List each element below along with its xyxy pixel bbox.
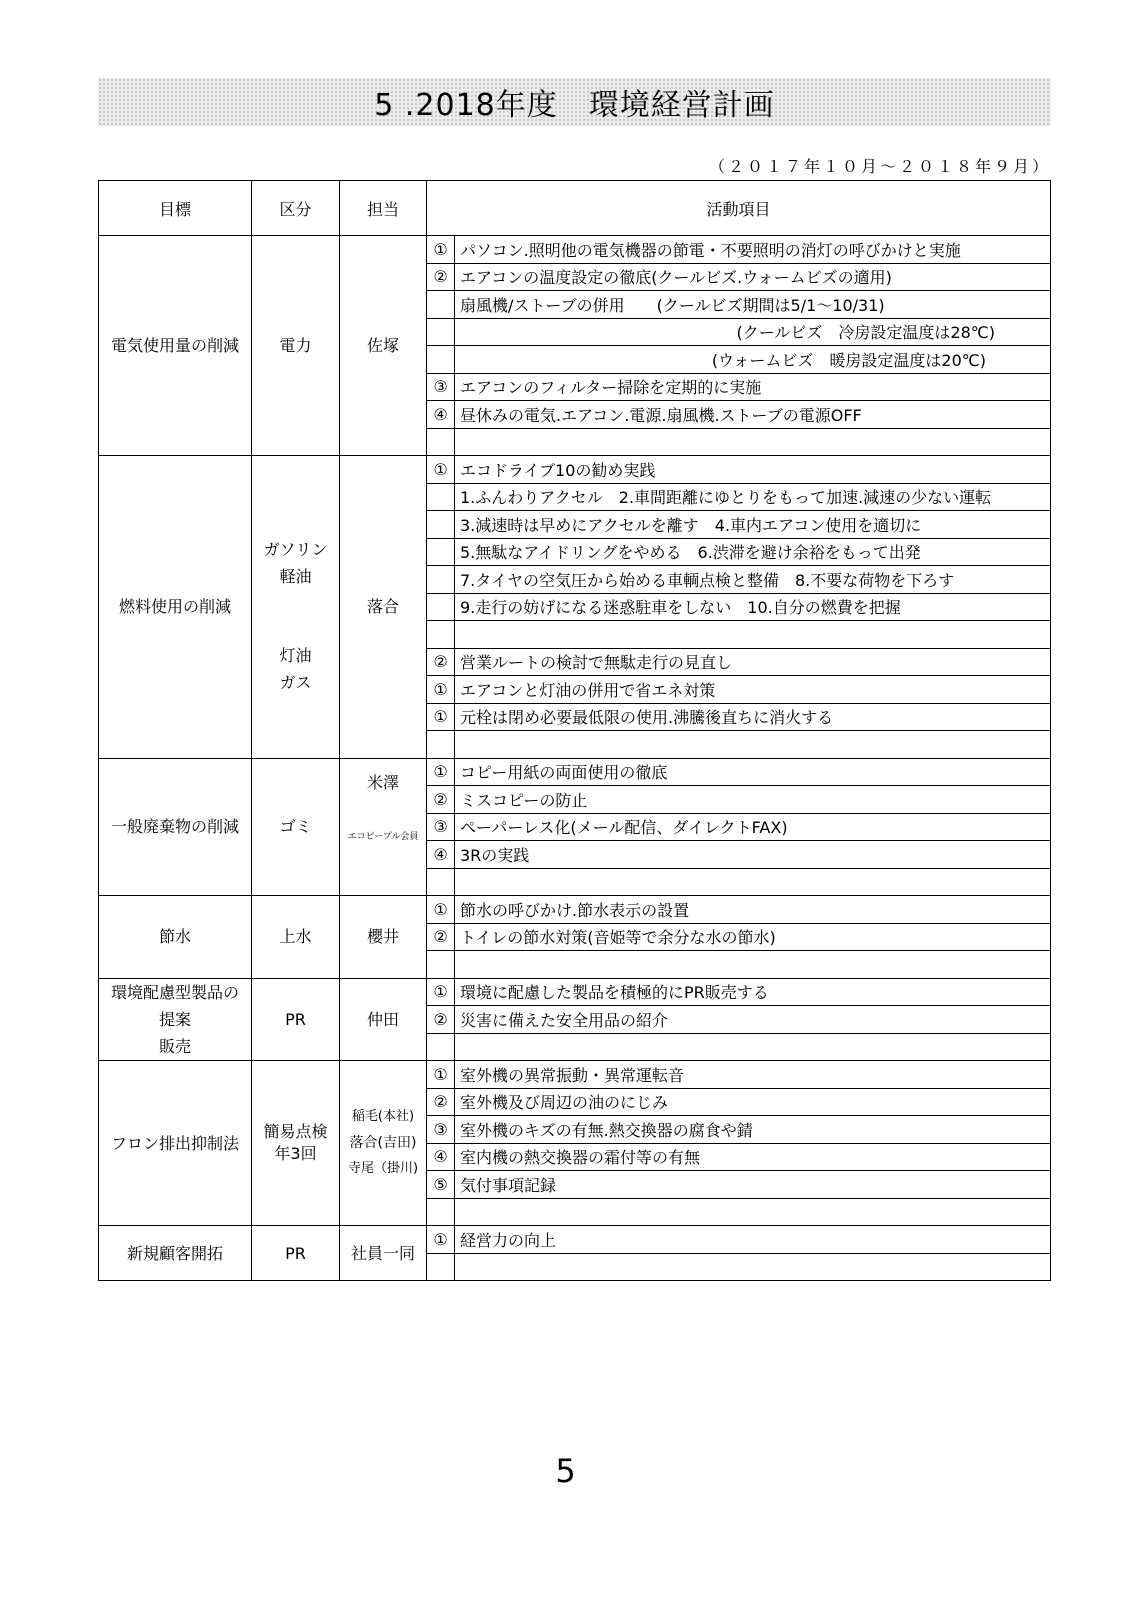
goal-cell: 新規顧客開拓 — [99, 1226, 252, 1281]
category-spacer — [252, 590, 339, 642]
category-diesel: 軽油 — [279, 567, 312, 586]
activity-text: 3.減速時は早めにアクセルを離す 4.車内エアコン使用を適切に — [455, 511, 1051, 539]
activity-text: ペーパーレス化(メール配信、ダイレクトFAX) — [455, 813, 1051, 841]
item-number: ④ — [427, 1143, 455, 1171]
table-row — [99, 236, 1051, 264]
activity-text: パソコン.照明他の電気機器の節電・不要照明の消灯の呼びかけと実施 — [455, 236, 1051, 264]
goal-cell — [99, 978, 252, 1061]
item-number: ② — [427, 648, 455, 676]
activity-text: エアコンと灯油の併用で省エネ対策 — [455, 676, 1051, 704]
activity-text: コピー用紙の両面使用の徹底 — [455, 758, 1051, 786]
table-row — [99, 896, 1051, 924]
owner-cell: 仲田 — [340, 978, 427, 1061]
item-number — [427, 511, 455, 539]
item-number — [427, 731, 455, 759]
item-number: ① — [427, 758, 455, 786]
goal-cell: 燃料使用の削減 — [99, 456, 252, 759]
category-line: 年3回 — [274, 1144, 317, 1163]
item-number: ④ — [427, 841, 455, 869]
goal-cell: 節水 — [99, 896, 252, 979]
title-banner — [98, 78, 1051, 126]
activity-text — [455, 1253, 1051, 1281]
owner-cell: 佐塚 — [340, 236, 427, 456]
item-number — [427, 1033, 455, 1061]
item-number — [427, 318, 455, 346]
item-number: ② — [427, 923, 455, 951]
activity-text — [455, 621, 1051, 649]
item-number — [427, 951, 455, 979]
owner-cell: 社員一同 — [340, 1226, 427, 1281]
table-header — [99, 181, 1051, 236]
category-cell: PR — [252, 1226, 340, 1281]
item-number — [427, 621, 455, 649]
activity-text: 元栓は閉め必要最低限の使用.沸騰後直ちに消火する — [455, 703, 1051, 731]
activity-text: 経営力の向上 — [455, 1226, 1051, 1254]
item-number: ① — [427, 456, 455, 484]
goal-cell: 電気使用量の削減 — [99, 236, 252, 456]
owner-name: 米澤 — [366, 772, 399, 792]
owner-line: 稲毛(本社) — [351, 1109, 415, 1124]
owner-line: 落合(吉田) — [349, 1135, 417, 1151]
item-number: ② — [427, 263, 455, 291]
header-category: 区分 — [252, 181, 340, 236]
header-activity: 活動項目 — [427, 181, 1051, 236]
activity-text: 気付事項記録 — [455, 1171, 1051, 1199]
activity-text: 室内機の熱交換器の霜付等の有無 — [455, 1143, 1051, 1171]
category-cell: ゴミ — [252, 758, 340, 896]
activity-text: 室外機の異常振動・異常運転音 — [455, 1061, 1051, 1089]
page-title: 5 .2018年度 環境経営計画 — [374, 88, 775, 123]
activity-text: エアコンのフィルター掃除を定期的に実施 — [455, 373, 1051, 401]
item-number: ② — [427, 1006, 455, 1034]
item-number: ② — [427, 786, 455, 814]
category-cell — [252, 456, 340, 759]
activity-text: (ウォームビズ 暖房設定温度は20℃) — [455, 346, 1051, 374]
owner-cell — [340, 758, 427, 896]
activity-text: 室外機及び周辺の油のにじみ — [455, 1088, 1051, 1116]
item-number — [427, 593, 455, 621]
category-gas: ガス — [279, 673, 312, 692]
item-number — [427, 291, 455, 319]
item-number: ① — [427, 236, 455, 264]
header-goal: 目標 — [99, 181, 252, 236]
category-cell: PR — [252, 978, 340, 1061]
category-cell — [252, 1061, 340, 1226]
item-number — [427, 1253, 455, 1281]
activity-text: 3Rの実践 — [455, 841, 1051, 869]
item-number — [427, 538, 455, 566]
activity-text: 室外機のキズの有無.熱交換器の腐食や錆 — [455, 1116, 1051, 1144]
activity-text: トイレの節水対策(音姫等で余分な水の節水) — [455, 923, 1051, 951]
item-number: ② — [427, 1088, 455, 1116]
item-number — [427, 1198, 455, 1226]
category-cell: 電力 — [252, 236, 340, 456]
owner-cell: 落合 — [340, 456, 427, 759]
item-number: ③ — [427, 373, 455, 401]
item-number: ① — [427, 1061, 455, 1089]
goal-cell: フロン排出抑制法 — [99, 1061, 252, 1226]
activity-text — [455, 428, 1051, 456]
owner-note: エコピープル会員 — [347, 831, 419, 842]
item-number: ③ — [427, 813, 455, 841]
item-number — [427, 566, 455, 594]
item-number: ① — [427, 978, 455, 1006]
goal-line: 販売 — [158, 1036, 191, 1056]
plan-table — [98, 180, 1051, 1281]
activity-text: ミスコピーの防止 — [455, 786, 1051, 814]
item-number: ① — [427, 1226, 455, 1254]
goal-cell: 一般廃棄物の削減 — [99, 758, 252, 896]
activity-text — [455, 731, 1051, 759]
owner-cell — [340, 1061, 427, 1226]
goal-line: 環境配慮型製品の — [110, 982, 239, 1002]
activity-text: 7.タイヤの空気圧から始める車輌点検と整備 8.不要な荷物を下ろす — [455, 566, 1051, 594]
item-number: ① — [427, 676, 455, 704]
goal-line: 提案 — [158, 1009, 191, 1029]
item-number: ⑤ — [427, 1171, 455, 1199]
activity-text: 災害に備えた安全用品の紹介 — [455, 1006, 1051, 1034]
activity-text: 1.ふんわりアクセル 2.車間距離にゆとりをもって加速.減速の少ない運転 — [455, 483, 1051, 511]
activity-text — [455, 1033, 1051, 1061]
owner-line: 寺尾（掛川) — [347, 1161, 419, 1176]
item-number — [427, 346, 455, 374]
activity-text — [455, 951, 1051, 979]
activity-text: 昼休みの電気.エアコン.電源.扇風機.ストーブの電源OFF — [455, 401, 1051, 429]
item-number — [427, 483, 455, 511]
category-cell: 上水 — [252, 896, 340, 979]
category-kerosene: 灯油 — [279, 646, 312, 665]
item-number — [427, 868, 455, 896]
activity-text: (クールビズ 冷房設定温度は28℃) — [455, 318, 1051, 346]
activity-text: エコドライブ10の勧め実践 — [455, 456, 1051, 484]
header-owner: 担当 — [340, 181, 427, 236]
category-gasoline: ガソリン — [263, 540, 328, 559]
table-row — [99, 978, 1051, 1006]
activity-text: 扇風機/ストーブの併用 (クールビズ期間は5/1～10/31) — [455, 291, 1051, 319]
table-row — [99, 758, 1051, 786]
item-number: ③ — [427, 1116, 455, 1144]
activity-text: 5.無駄なアイドリングをやめる 6.渋滞を避け余裕をもって出発 — [455, 538, 1051, 566]
activity-text: 節水の呼びかけ.節水表示の設置 — [455, 896, 1051, 924]
table-row — [99, 1061, 1051, 1089]
period-label: （２０１７年１０月～２０１８年９月） — [708, 157, 1051, 176]
activity-text: 9.走行の妨げになる迷惑駐車をしない 10.自分の燃費を把握 — [455, 593, 1051, 621]
table-row — [99, 456, 1051, 484]
activity-text: エアコンの温度設定の徹底(クールビズ.ウォームビズの適用) — [455, 263, 1051, 291]
activity-text — [455, 1198, 1051, 1226]
owner-cell: 櫻井 — [340, 896, 427, 979]
item-number: ④ — [427, 401, 455, 429]
activity-text: 営業ルートの検討で無駄走行の見直し — [455, 648, 1051, 676]
item-number — [427, 428, 455, 456]
activity-text — [455, 868, 1051, 896]
category-line: 簡易点検 — [263, 1122, 328, 1141]
item-number: ① — [427, 896, 455, 924]
activity-text: 環境に配慮した製品を積極的にPR販売する — [455, 978, 1051, 1006]
item-number: ① — [427, 703, 455, 731]
page-number: 5 — [555, 1452, 576, 1490]
table-row — [99, 1226, 1051, 1254]
